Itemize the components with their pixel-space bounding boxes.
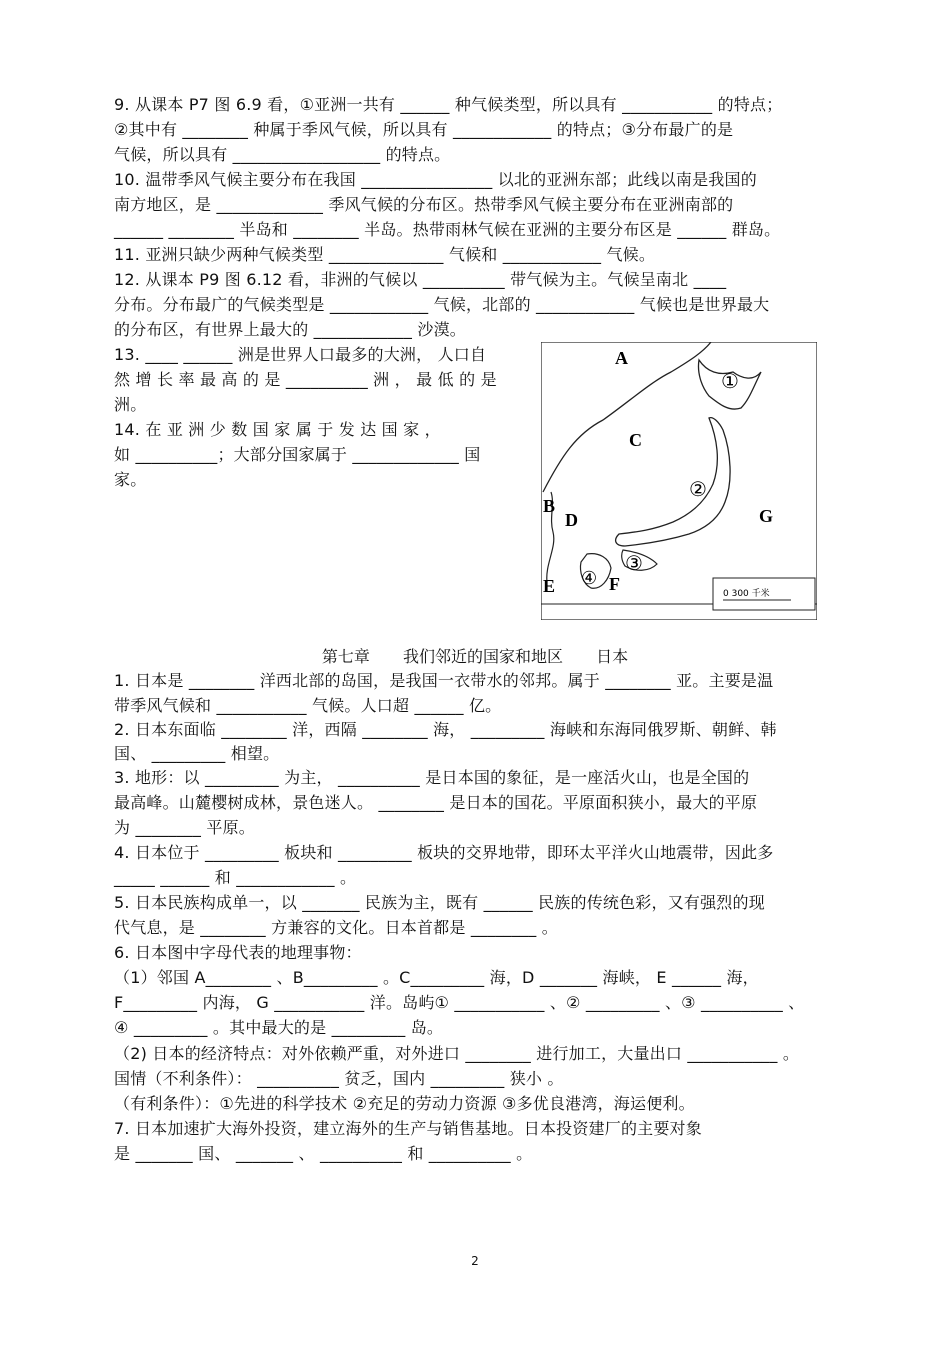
text-line: 13. ____ ______ 洲是世界人口最多的大洲， 人口自	[114, 345, 487, 364]
text-line: 3. 地形：以 _________ 为主， __________ 是日本国的象征，是一座活火山，也是全国的	[114, 768, 750, 787]
map-marker-2: ②	[689, 477, 707, 501]
text-line: 代气息，是 ________ 方兼容的文化。日本首都是 ________ 。	[114, 918, 558, 937]
text-line: 14. 在 亚 洲 少 数 国 家 属 于 发 达 国 家 ，	[114, 420, 441, 439]
text-line: 带季风气候和 ___________ 气候。人口超 ______ 亿。	[114, 696, 502, 715]
text-line: 12. 从课本 P9 图 6.12 看，非洲的气候以 __________ 带气候为主。气候呈南北 ____	[114, 270, 727, 289]
text-line: 1. 日本是 ________ 洋西北部的岛国，是我国一衣带水的邻邦。属于 ________ 亚。主要是温	[114, 671, 774, 690]
text-line: ______ ________ 半岛和 ________ 半岛。热带雨林气候在亚洲的主要分布区是 ______ 群岛。	[114, 220, 781, 239]
japan-map	[541, 342, 817, 620]
map-label-d: D	[565, 510, 578, 530]
map-marker-3: ③	[625, 551, 643, 575]
chapter-number: 第七章	[321, 647, 370, 666]
text-line: 最高峰。山麓樱树成林，景色迷人。 ________ 是日本的国花。平原面积狭小，最大的平原	[114, 793, 758, 812]
chapter-title	[0, 646, 950, 668]
text-line: 9. 从课本 P7 图 6.9 看，①亚洲一共有 ______ 种气候类型，所以具有 ___________ 的特点；	[114, 95, 783, 114]
text-line: ④ _________ 。其中最大的是 _________ 岛。	[114, 1018, 444, 1037]
text-line: 为 ________ 平原。	[114, 818, 255, 837]
text-line: 然 增 长 率 最 高 的 是 __________ 洲 ， 最 低 的 是	[114, 370, 497, 389]
map-label-g: G	[759, 506, 774, 526]
text-line: 家。	[114, 470, 147, 489]
text-line: （1）邻国 A________ 、B_________ 。C_________ 海，D _______ 海峡， E ______ 海，	[114, 968, 759, 987]
text-line: _____ ______ 和 ____________ 。	[114, 868, 357, 887]
text-line: ②其中有 ________ 种属于季风气候，所以具有 ____________ 的特点；③分布最广的是	[114, 120, 734, 139]
map-label-e: E	[543, 576, 556, 596]
text-line: 分布。分布最广的气候类型是 ____________ 气候，北部的 ____________ 气候也是世界最大	[114, 295, 770, 314]
chapter-country: 日本	[596, 647, 629, 666]
text-line: （有利条件）：①先进的科学技术 ②充足的劳动力资源 ③多优良港湾，海运便利。	[114, 1094, 695, 1113]
text-line: 4. 日本位于 _________ 板块和 _________ 板块的交界地带，即环太平洋火山地震带，因此多	[114, 843, 774, 862]
text-line: 的分布区，有世界上最大的 ____________ 沙漠。	[114, 320, 466, 339]
map-marker-4: ④	[581, 568, 598, 589]
text-line: 6. 日本图中字母代表的地理事物：	[114, 943, 362, 962]
text-line: 如 __________；大部分国家属于 _____________ 国	[114, 445, 481, 464]
text-line: （2) 日本的经济特点：对外依赖严重，对外进口 ________ 进行加工，大量出口 ___________ 。	[114, 1044, 800, 1063]
text-line: 5. 日本民族构成单一，以 _______ 民族为主，既有 ______ 民族的传统色彩，又有强烈的现	[114, 893, 765, 912]
text-line: 2. 日本东面临 ________ 洋，西隔 ________ 海， _________ 海峡和东海同俄罗斯、朝鲜、韩	[114, 720, 777, 739]
text-line: 11. 亚洲只缺少两种气候类型 ______________ 气候和 ____________ 气候。	[114, 245, 656, 264]
text-line: 7. 日本加速扩大海外投资，建立海外的生产与销售基地。日本投资建厂的主要对象	[114, 1119, 702, 1138]
map-marker-1: ①	[721, 369, 739, 393]
chapter-subject: 我们邻近的国家和地区	[402, 647, 563, 666]
text-line: F_________ 内海， G ___________ 洋。岛屿① ___________ 、② _________ 、③ __________ 、	[114, 993, 805, 1012]
map-label-a: A	[615, 348, 628, 368]
text-line: 气候，所以具有 __________________ 的特点。	[114, 145, 451, 164]
text-line: 国、 _________ 相望。	[114, 744, 280, 763]
text-line: 南方地区，是 _____________ 季风气候的分布区。热带季风气候主要分布在亚洲南部的	[114, 195, 734, 214]
map-scale-text: 0 300 千米	[723, 589, 770, 599]
map-label-c: C	[629, 430, 642, 450]
map-label-f: F	[609, 574, 620, 594]
text-line: 10. 温带季风气候主要分布在我国 ________________ 以北的亚洲东部；此线以南是我国的	[114, 170, 757, 189]
map-label-b: B	[543, 496, 556, 516]
text-line: 是 _______ 国、 _______ 、 __________ 和 __________ 。	[114, 1144, 533, 1163]
page-number: 2	[471, 1254, 479, 1268]
text-line: 洲。	[114, 395, 147, 414]
text-line: 国情（不利条件）： __________ 贫乏，国内 _________ 狭小 。	[114, 1069, 564, 1088]
